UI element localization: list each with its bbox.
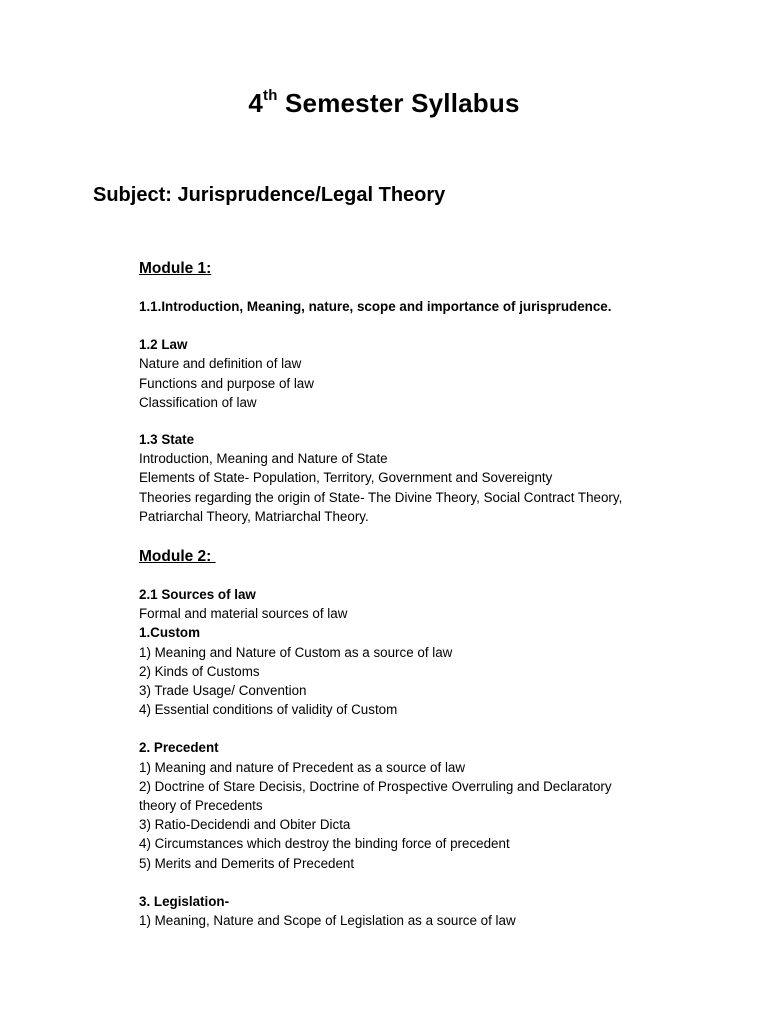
- law-item: Nature and definition of law: [139, 356, 302, 372]
- precedent-item: 4) Circumstances which destroy the binding force of precedent: [139, 836, 510, 852]
- state-item: Theories regarding the origin of State- The Divine Theory, Social Contract Theory,: [139, 489, 623, 505]
- law-heading: 1.2 Law: [139, 337, 188, 353]
- state-heading: 1.3 State: [139, 432, 195, 448]
- page-title: [0, 88, 768, 119]
- module-1-heading: Module 1:: [139, 260, 212, 277]
- syllabus-content: [139, 259, 699, 930]
- sources-line: Formal and material sources of law: [139, 606, 348, 622]
- module-1-intro: 1.1.Introduction, Meaning, nature, scope and importance of jurisprudence.: [139, 299, 612, 314]
- precedent-item: 2) Doctrine of Stare Decisis, Doctrine of Prospective Overruling and Declaratory: [139, 778, 612, 794]
- module-2-heading: Module 2:: [139, 548, 216, 566]
- title-text: Semester Syllabus: [277, 88, 520, 118]
- title-ordinal-suffix: th: [263, 87, 278, 105]
- precedent-item: 1) Meaning and nature of Precedent as a source of law: [139, 759, 466, 775]
- custom-item: 2) Kinds of Customs: [139, 663, 260, 679]
- custom-item: 3) Trade Usage/ Convention: [139, 683, 307, 699]
- custom-item: 1) Meaning and Nature of Custom as a source of law: [139, 644, 453, 660]
- precedent-heading: 2. Precedent: [139, 740, 219, 756]
- law-item: Classification of law: [139, 394, 257, 410]
- legislation-heading: 3. Legislation-: [139, 893, 230, 909]
- subject-heading: Subject: Jurisprudence/Legal Theory: [93, 184, 446, 206]
- precedent-item: theory of Precedents: [139, 798, 263, 814]
- title-number: 4: [248, 88, 264, 118]
- precedent-item: 3) Ratio-Decidendi and Obiter Dicta: [139, 817, 351, 833]
- legislation-item: 1) Meaning, Nature and Scope of Legislation as a source of law: [139, 913, 516, 929]
- state-item: Elements of State- Population, Territory, Government and Sovereignty: [139, 470, 553, 486]
- sources-heading: 2.1 Sources of law: [139, 587, 256, 603]
- custom-item: 4) Essential conditions of validity of Custom: [139, 702, 398, 718]
- precedent-item: 5) Merits and Demerits of Precedent: [139, 855, 355, 871]
- state-item: Patriarchal Theory, Matriarchal Theory.: [139, 508, 369, 524]
- law-item: Functions and purpose of law: [139, 375, 314, 391]
- state-item: Introduction, Meaning and Nature of State: [139, 451, 388, 467]
- custom-heading: 1.Custom: [139, 625, 201, 641]
